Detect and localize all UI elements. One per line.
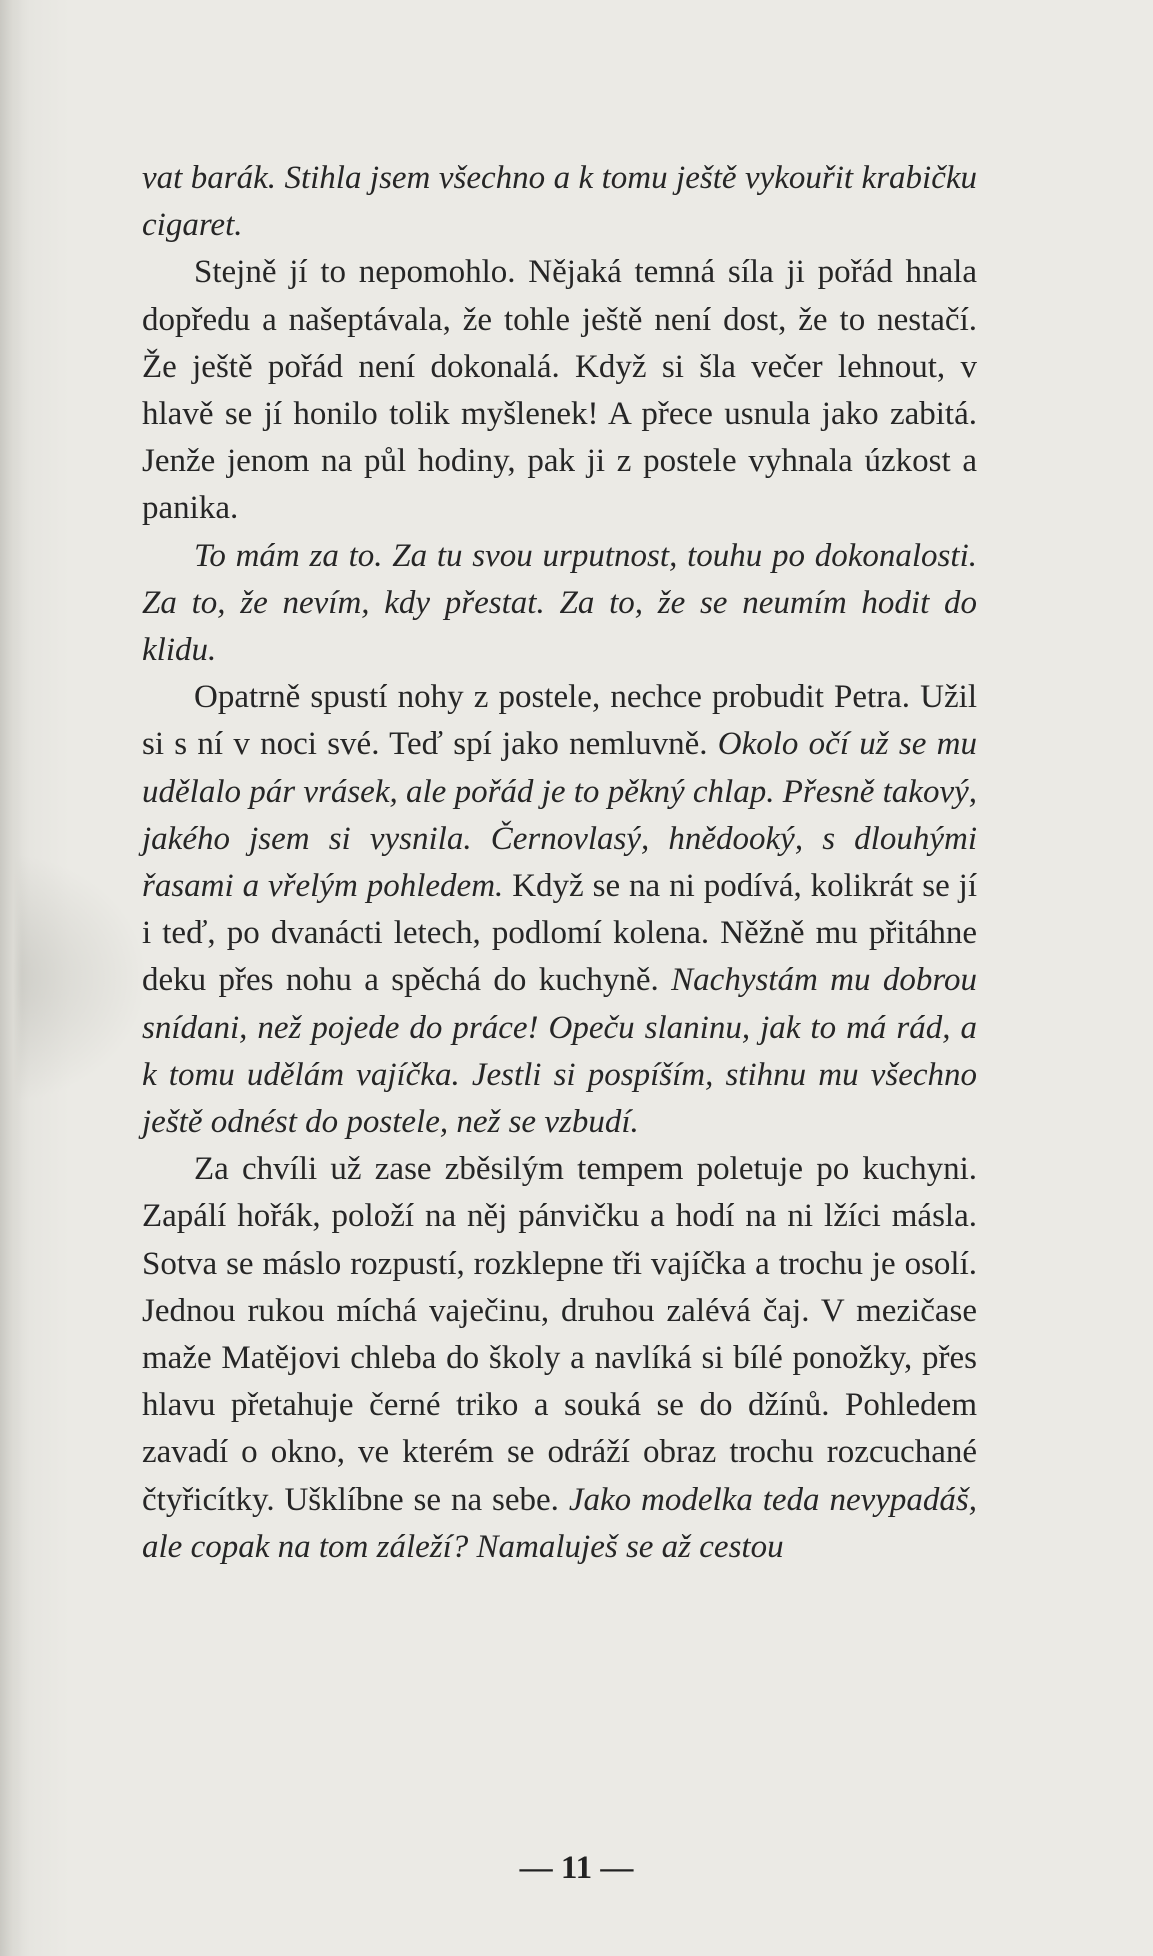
page-edge-shadow (0, 0, 22, 1956)
paragraph-1-run-1: vat barák. Stihla jsem všechno a k tomu ještě vykouřit krabičku cigaret. (142, 160, 977, 244)
paragraph-2 (142, 249, 977, 532)
paragraph-3-run-1: To mám za to. Za tu svou urputnost, touhu po dokonalosti. Za to, že nevím, kdy přestat. Za to, že se neumím hodit do klidu. (142, 537, 977, 669)
paragraph-4 (142, 674, 977, 1146)
paragraph-3 (142, 533, 977, 675)
paragraph-2-run-1: Stejně jí to nepomohlo. Nějaká temná síla ji pořád hnala dopředu a našeptávala, že tohle ještě není dost, že to nestačí. Že ještě pořád není dokonalá. Když si šla večer lehnout, v hlavě se jí honilo tolik myšlenek! A přece usnula jako zabitá. Jenže jenom na půl hodiny, pak ji z postele vyhnala úzkost a panika. (142, 254, 977, 527)
paragraph-1 (142, 155, 977, 249)
paragraph-4-run-3: Když se na ni podívá, kolikrát se jí i teď, po dvanácti letech, podlomí kolena. Něžně mu přitáhne deku přes nohu a spěchá do kuchyně. (142, 868, 977, 999)
paragraph-4-run-4: Nachystám mu dobrou snídani, než pojede do práce! Opeču slaninu, jak to má rád, a k tomu udělám vajíčka. Jestli si pospíším, stihnu mu všechno ještě odnést do postele, než se vzbudí. (142, 962, 977, 1141)
body-text (142, 155, 977, 1571)
paragraph-4-run-1: Opatrně spustí nohy z postele, nechce probudit Petra. Užil si s ní v noci své. Teď spí jako nemluvně. (142, 679, 977, 763)
paragraph-4-run-2: Okolo očí už se mu udělalo pár vrásek, ale pořád je to pěkný chlap. Přesně takový, jakého jsem si vysnila. Černovlasý, hnědooký, s dlouhými řasami a vřelým pohledem. (142, 726, 977, 905)
paragraph-5-run-1: Za chvíli už zase zběsilým tempem poletuje po kuchyni. Zapálí hořák, položí na něj pánvičku a hodí na ni lžíci másla. Sotva se máslo rozpustí, rozklepne tři vajíčka a trochu je osolí. Jednou rukou míchá vaječinu, druhou zalévá čaj. V mezičase maže Matějovi chleba do školy a navlíká si bílé ponožky, přes hlavu přetahuje černé triko a souká se do džínů. Pohledem zavadí o okno, ve kterém se odráží obraz trochu rozcuchané čtyřicítky. Ušklíbne se na sebe. (142, 1151, 977, 1518)
page-number: — 11 — (519, 1850, 634, 1886)
paragraph-5 (142, 1146, 977, 1571)
paragraph-5-run-2: Jako modelka teda nevypadáš, ale copak na tom záleží? Namaluješ se až cestou (142, 1481, 978, 1565)
